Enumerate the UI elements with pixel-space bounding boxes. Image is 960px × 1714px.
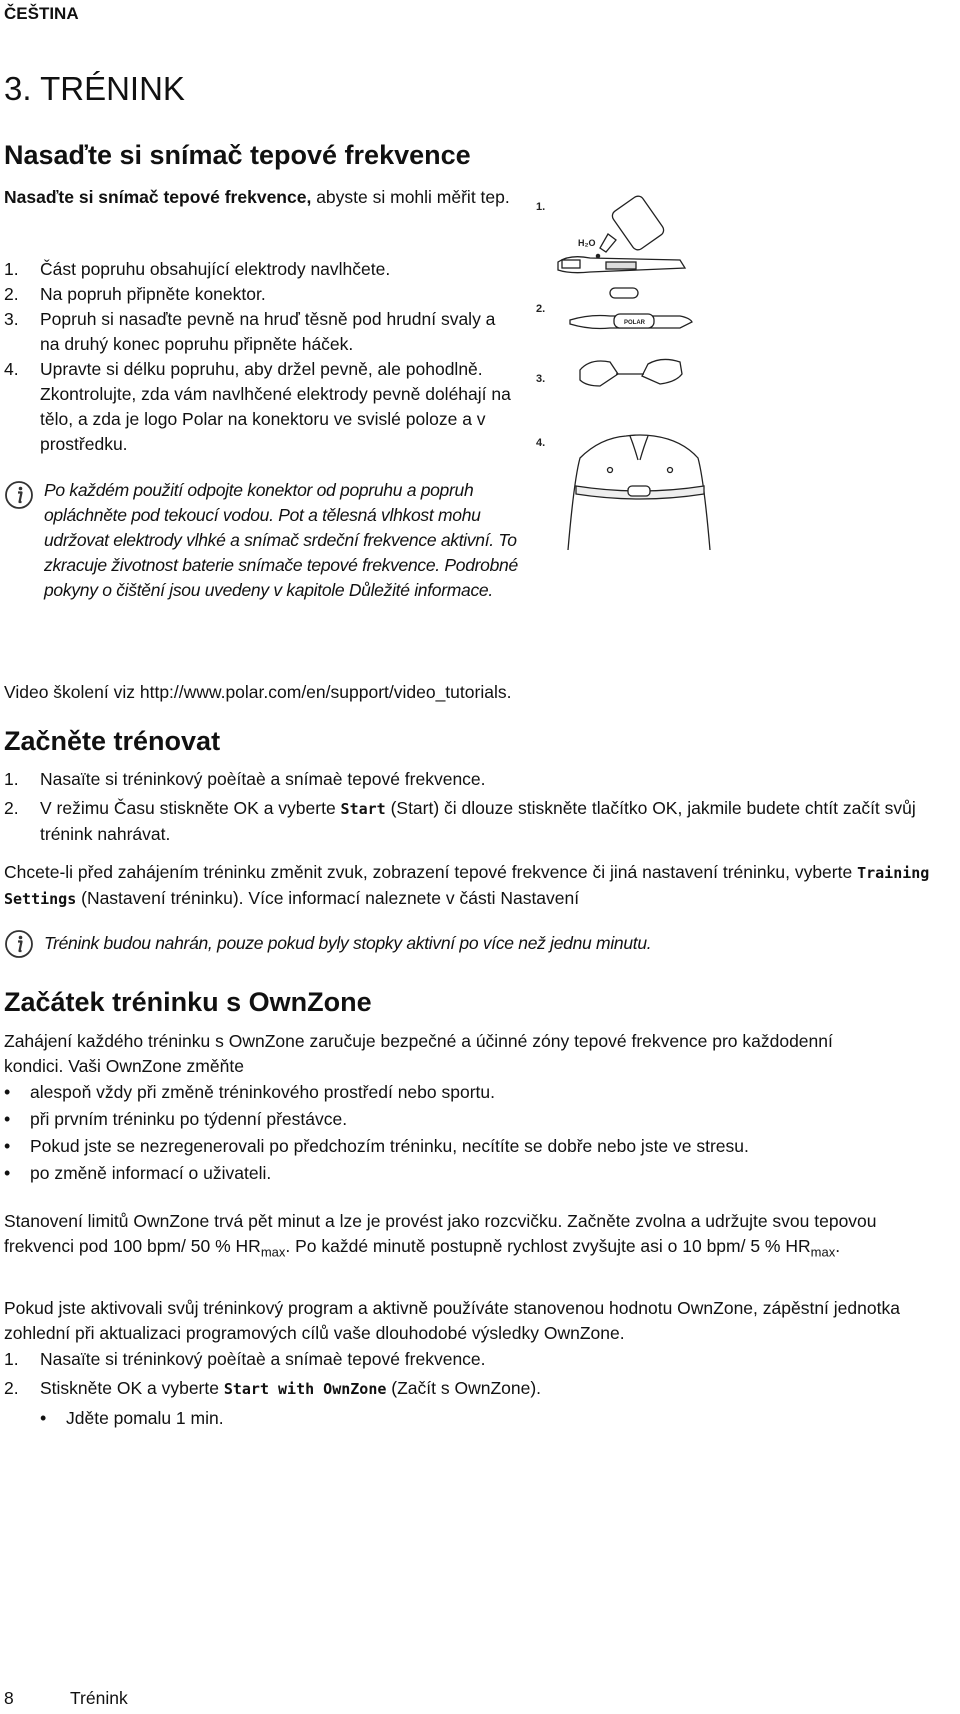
menu-option-start-with-ownzone: Start with OwnZone bbox=[223, 1380, 387, 1398]
chapter-title: 3. TRÉNINK bbox=[4, 70, 185, 107]
section-title-start-training: Začněte trénovat bbox=[4, 726, 221, 756]
section1-intro bbox=[4, 185, 514, 210]
list-item: 1. Nasaïte si tréninkový poèítaè a snímaè tepové frekvence. bbox=[4, 769, 486, 789]
cleaning-note bbox=[4, 478, 534, 603]
list-item: 2. V režimu Času stiskněte OK a vyberte Start (Start) či dlouze stiskněte tlačítko OK, jakmile budete chtít začít svůj trénink nahrávat. bbox=[4, 798, 916, 844]
list-item: • po změně informací o uživateli. bbox=[4, 1163, 272, 1183]
polar-logo: POLAR bbox=[624, 320, 645, 326]
strap-with-connector-icon bbox=[570, 288, 692, 329]
info-icon bbox=[4, 480, 34, 510]
intro-bold: Nasaďte si snímač tepové frekvence, bbox=[4, 187, 312, 207]
intro-rest: abyste si mohli měřit tep. bbox=[311, 187, 510, 207]
page-number: 8 bbox=[4, 1688, 14, 1708]
menu-option-start: Start bbox=[340, 800, 386, 818]
h2o-label: H₂O bbox=[578, 238, 596, 248]
ownzone-bullets bbox=[4, 1080, 944, 1188]
ownzone-steps-list bbox=[4, 1347, 944, 1433]
list-item: 1. Část popruhu obsahující elektrody navlhčete. bbox=[4, 259, 391, 279]
sensor-steps-list bbox=[4, 257, 514, 457]
illustration-label-4: 4. bbox=[536, 437, 546, 449]
recording-note bbox=[4, 927, 904, 959]
illustration-label-1: 1. bbox=[536, 201, 546, 213]
note-text: Trénink budou nahrán, pouze pokud byly stopky aktivní po více než jednu minutu. bbox=[44, 933, 652, 953]
start-steps-list bbox=[4, 767, 944, 847]
illustration-label-2: 2. bbox=[536, 303, 546, 315]
list-item: 2. Na popruh připněte konektor. bbox=[4, 284, 266, 304]
ownzone-program-paragraph: Pokud jste aktivovali svůj tréninkový program a aktivně používáte stanovenou hodnotu OwnZone, zápěstní jednotka zohlední při aktualizaci programových cílů vaše dlouhodobé výsledky OwnZone. bbox=[4, 1298, 900, 1343]
water-bottle-icon bbox=[596, 194, 666, 258]
menu-option-training-settings: Training Settings bbox=[4, 864, 930, 908]
training-settings-paragraph: Chcete-li před zahájením tréninku změnit zvuk, zobrazení tepové frekvence či jiná nastavení tréninku, vyberte Training Settings (Nastavení tréninku). Více informací naleznete v části Nastavení bbox=[4, 862, 930, 908]
illustration-label-3: 3. bbox=[536, 373, 546, 385]
video-tutorial-line: Video školení viz http://www.polar.com/en/support/video_tutorials. bbox=[4, 682, 512, 702]
list-item: • alespoň vždy při změně tréninkového prostředí nebo sportu. bbox=[4, 1082, 495, 1102]
strap-icon bbox=[558, 257, 685, 273]
hands-icon bbox=[580, 359, 682, 386]
info-icon bbox=[4, 929, 34, 959]
language-header: ČEŠTINA bbox=[4, 4, 79, 23]
list-item: 2. Stiskněte OK a vyberte Start with OwnZone (Začít s OwnZone). bbox=[4, 1378, 542, 1398]
list-item: 1. Nasaïte si tréninkový poèítaè a snímaè tepové frekvence. bbox=[4, 1349, 486, 1369]
note-text: Po každém použití odpojte konektor od popruhu a popruh opláchněte pod tekoucí vodou. Pot a tělesná vlhkost mohu udržovat elektrody vlhké a snímač srdeční frekvence aktivní. To zkracuje životnost baterie snímače tepové frekvence. Podrobné pokyny o čištění jsou uvedeny v kapitole Důležité informace. bbox=[44, 480, 518, 600]
ownzone-intro: Zahájení každého tréninku s OwnZone zaručuje bezpečné a účinné zóny tepové frekvence pro každodenní kondici. Vaši OwnZone změňte bbox=[4, 1031, 833, 1076]
list-item: 3. Popruh si nasaďte pevně na hruď těsně pod hrudní svaly a na druhý konec popruhu připněte háček. bbox=[4, 309, 496, 354]
list-item: • při prvním tréninku po týdenní přestávce. bbox=[4, 1109, 348, 1129]
footer-chapter: Trénink bbox=[70, 1688, 128, 1708]
section-title-heart-rate-sensor: Nasaďte si snímač tepové frekvence bbox=[4, 140, 471, 170]
ownzone-limits-paragraph: Stanovení limitů OwnZone trvá pět minut a lze je provést jako rozcvičku. Začněte zvolna a udržujte svou tepovou frekvenci pod 100 bpm/ 50 % $HR_{max}$. Po každé minutě postupně rychlost zvyšujte asi o 10 bpm/ 5 % $HR_{max}$. bbox=[4, 1211, 877, 1260]
sensor-fitting-illustration bbox=[530, 190, 890, 560]
list-item: 4. Upravte si délku popruhu, aby držel pevně, ale pohodlně. Zkontrolujte, zda vám navlhčené elektrody pevně doléhají na tělo, a zda je logo Polar na konektoru ve svislé poloze a v prostředku. bbox=[4, 359, 511, 454]
torso-icon bbox=[568, 435, 710, 550]
section-title-ownzone: Začátek tréninku s OwnZone bbox=[4, 987, 372, 1017]
list-item: • Pokud jste se nezregenerovali po předchozím tréninku, necítíte se dobře nebo jste ve stresu. bbox=[4, 1136, 749, 1156]
page-footer bbox=[4, 1688, 128, 1709]
list-item: • Jděte pomalu 1 min. bbox=[40, 1408, 224, 1428]
